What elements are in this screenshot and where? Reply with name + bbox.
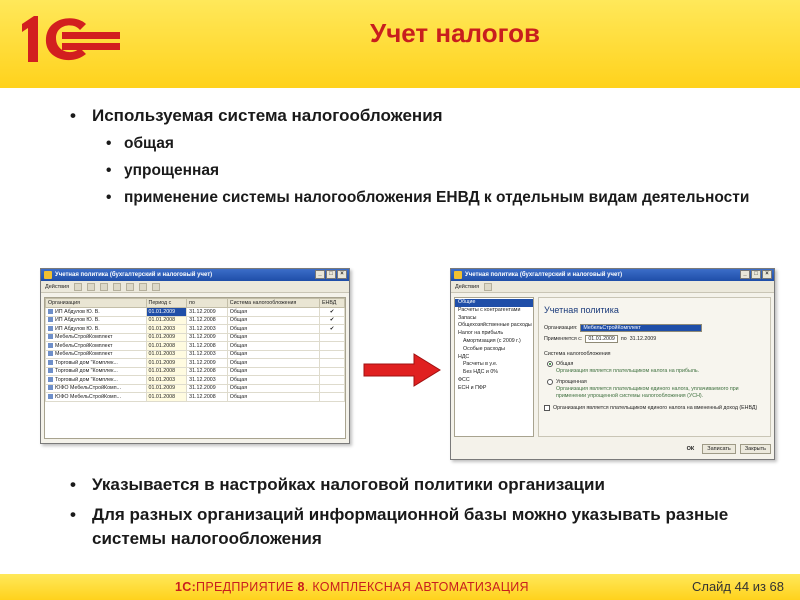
nav-item[interactable]: ФСС <box>458 376 470 383</box>
bullet-list-top <box>70 104 790 209</box>
note-simplified: Организация является плательщиком единого налога, уплачиваемого при применении упрощенной системы налогообложения (УСН). <box>556 386 739 399</box>
cell-envd: ✔ <box>320 316 345 325</box>
cell-envd: ✔ <box>320 325 345 334</box>
maximize-icon[interactable]: □ <box>326 270 336 279</box>
brand-mid: ПРЕДПРИЯТИЕ <box>196 580 298 594</box>
cell-org: МебельСтройКомплект <box>46 350 147 359</box>
record-icon <box>48 368 53 373</box>
window-controls <box>315 270 347 279</box>
table-row[interactable] <box>46 359 345 368</box>
record-icon <box>48 326 53 331</box>
window-app-icon <box>454 271 462 279</box>
cell-period-to: 31.12.2003 <box>187 350 228 359</box>
cell-period-to: 31.12.2009 <box>187 384 228 393</box>
envd-checkbox-row[interactable] <box>544 405 765 411</box>
actions-menu[interactable]: Действия <box>455 283 480 290</box>
cell-tax-system: Общая <box>227 308 319 317</box>
actions-menu[interactable]: Действия <box>45 283 70 290</box>
tax-section-label: Система налогообложения <box>544 351 611 357</box>
nav-item[interactable]: Расчеты в у.е. <box>463 361 498 368</box>
col-tax-system[interactable]: Система налогообложения <box>227 299 319 308</box>
bullet-main: • Используемая система налогообложения <box>70 104 790 128</box>
cell-org: МебельСтройКомплект <box>46 342 147 351</box>
table-row[interactable] <box>46 367 345 376</box>
radio-general[interactable] <box>547 361 553 367</box>
col-org[interactable]: Организация <box>46 299 147 308</box>
cell-envd <box>320 333 345 342</box>
record-icon <box>48 360 53 365</box>
cell-period-to: 31.12.2008 <box>187 342 228 351</box>
sub-bullet: • общая <box>106 133 790 155</box>
table-row[interactable] <box>46 350 345 359</box>
col-period-from[interactable]: Период с <box>146 299 187 308</box>
period-row <box>544 334 765 344</box>
cell-tax-system: Общая <box>227 359 319 368</box>
cell-org: МебельСтройКомплект <box>46 333 147 342</box>
table-row[interactable] <box>46 325 345 334</box>
org-field[interactable]: МебельСтройКомплект <box>580 324 702 332</box>
table-row[interactable] <box>46 376 345 385</box>
cell-period-to: 31.12.2009 <box>187 359 228 368</box>
radio-general-row[interactable] <box>547 360 765 368</box>
window-title: Учетная политика (бухгалтерский и налоговый учет) <box>55 272 213 278</box>
cell-envd <box>320 359 345 368</box>
cell-org: Торговый дом "Комплек... <box>46 376 147 385</box>
cell-period-to: 31.12.2009 <box>187 333 228 342</box>
record-icon <box>48 309 53 314</box>
cell-period-from: 01.01.2009 <box>146 308 187 317</box>
window-app-icon <box>44 271 52 279</box>
cell-period-to: 31.12.2003 <box>187 325 228 334</box>
toolbar <box>451 281 774 293</box>
cell-tax-system: Общая <box>227 367 319 376</box>
minimize-icon[interactable]: _ <box>315 270 325 279</box>
org-label: Организация: <box>544 325 578 331</box>
note-general: Организация является плательщиком налога на прибыль. <box>556 368 700 374</box>
nav-item[interactable]: НДС <box>458 353 470 360</box>
radio-simplified-label: Упрощенная <box>556 379 587 385</box>
cell-tax-system: Общая <box>227 316 319 325</box>
cell-envd <box>320 350 345 359</box>
help-icon[interactable] <box>152 283 160 291</box>
cell-period-from: 01.01.2003 <box>146 376 187 385</box>
cell-period-from: 01.01.2008 <box>146 342 187 351</box>
settings-panel <box>538 297 771 437</box>
cell-tax-system: Общая <box>227 325 319 334</box>
minimize-icon[interactable]: _ <box>740 270 750 279</box>
arrow-right-icon <box>362 350 442 390</box>
radio-simplified-row[interactable] <box>547 378 765 386</box>
window-title: Учетная политика (бухгалтерский и налоговый учет) <box>465 272 623 278</box>
table-row[interactable] <box>46 316 345 325</box>
date-from-field[interactable]: 01.01.2009 <box>585 335 618 343</box>
footer-brand <box>175 580 529 594</box>
cell-period-from: 01.01.2009 <box>146 333 187 342</box>
close-icon[interactable]: × <box>337 270 347 279</box>
col-period-to[interactable]: по <box>187 299 228 308</box>
cell-tax-system: Общая <box>227 350 319 359</box>
date-to-value: 31.12.2009 <box>629 336 657 342</box>
cell-tax-system: Общая <box>227 376 319 385</box>
sub-bullet: • применение системы налогообложения ЕНВД к отдельным видам деятельности <box>106 187 790 209</box>
brand-suffix: . КОМПЛЕКСНАЯ АВТОМАТИЗАЦИЯ <box>304 580 529 594</box>
window-controls <box>740 270 772 279</box>
bullet-list-bottom <box>70 473 790 557</box>
footer-band <box>0 574 800 600</box>
right-screenshot-window <box>450 268 775 460</box>
record-icon <box>48 343 53 348</box>
cell-period-to: 31.12.2009 <box>187 308 228 317</box>
panel-heading: Учетная политика <box>544 305 619 315</box>
ok-button[interactable]: ОК <box>686 445 695 452</box>
cell-envd <box>320 367 345 376</box>
record-icon <box>48 377 53 382</box>
nav-item[interactable]: Расчеты с контрагентами <box>458 306 521 313</box>
record-icon <box>48 334 53 339</box>
cell-org: ИП Абдулов Ю. В. <box>46 325 147 334</box>
cell-tax-system: Общая <box>227 384 319 393</box>
nav-item[interactable]: Особые расходы <box>463 345 505 352</box>
cell-org: ЮФО МебельСтройКомп... <box>46 393 147 402</box>
close-icon[interactable]: × <box>762 270 772 279</box>
envd-checkbox[interactable] <box>544 405 550 411</box>
radio-simplified[interactable] <box>547 379 553 385</box>
nav-item[interactable]: Общие <box>455 299 533 307</box>
table-header-row <box>46 299 345 308</box>
sub-bullet: • упрощенная <box>106 160 790 182</box>
table-row[interactable] <box>46 384 345 393</box>
record-icon <box>48 394 53 399</box>
cell-tax-system: Общая <box>227 333 319 342</box>
nav-item[interactable]: ЕСН и ПФР <box>458 384 487 391</box>
filter-icon[interactable] <box>126 283 134 291</box>
cell-period-to: 31.12.2003 <box>187 376 228 385</box>
table-row[interactable] <box>46 393 345 402</box>
cell-org: Торговый дом "Комплек... <box>46 367 147 376</box>
applied-from-label: Применяется с: <box>544 336 583 342</box>
cell-envd <box>320 342 345 351</box>
cell-envd <box>320 393 345 402</box>
table-row[interactable] <box>46 308 345 317</box>
cell-period-from: 01.01.2003 <box>146 350 187 359</box>
cell-envd <box>320 384 345 393</box>
brand-version: 8 <box>297 580 305 594</box>
maximize-icon[interactable]: □ <box>751 270 761 279</box>
nav-item[interactable]: Без НДС и 0% <box>463 369 499 376</box>
nav-item[interactable]: Налог на прибыль <box>458 330 504 337</box>
cell-org: ИП Абдулов Ю. В. <box>46 316 147 325</box>
cell-tax-system: Общая <box>227 342 319 351</box>
cell-org: ЮФО МебельСтройКомп... <box>46 384 147 393</box>
cell-period-to: 31.12.2008 <box>187 393 228 402</box>
copy-icon[interactable] <box>87 283 95 291</box>
envd-checkbox-label: Организация является плательщиком единого налога на вмененный доход (ЕНВД) <box>553 405 758 411</box>
col-envd[interactable]: ЕНВД <box>320 299 345 308</box>
record-icon <box>48 385 53 390</box>
nav-item[interactable]: Амортизация (с 2009 г.) <box>463 337 521 344</box>
brand-prefix: 1С: <box>175 580 197 594</box>
cell-org: Торговый дом "Комплек... <box>46 359 147 368</box>
date-to-label: по <box>620 336 627 342</box>
cell-period-to: 31.12.2008 <box>187 316 228 325</box>
cell-envd: ✔ <box>320 308 345 317</box>
cell-period-from: 01.01.2008 <box>146 316 187 325</box>
help-icon[interactable] <box>484 283 492 291</box>
cell-period-from: 01.01.2008 <box>146 367 187 376</box>
org-field-row <box>544 323 765 333</box>
window-title-bar <box>41 269 349 281</box>
close-button[interactable]: Закрыть <box>740 444 771 454</box>
edit-icon[interactable] <box>100 283 108 291</box>
nav-item[interactable]: Запасы <box>458 314 477 321</box>
left-screenshot-window <box>40 268 350 444</box>
cell-tax-system: Общая <box>227 393 319 402</box>
cell-period-from: 01.01.2003 <box>146 325 187 334</box>
settings-nav-tree <box>454 297 534 437</box>
cell-period-from: 01.01.2009 <box>146 359 187 368</box>
policy-table <box>44 297 346 439</box>
add-icon[interactable] <box>74 283 82 291</box>
bullet-item: • Для разных организаций информационной базы можно указывать разные системы налогообложения <box>70 503 790 551</box>
slide-title: Учет налогов <box>370 18 540 48</box>
nav-item[interactable]: Общехозяйственные расходы <box>458 322 532 329</box>
delete-icon[interactable] <box>113 283 121 291</box>
sort-icon[interactable] <box>139 283 147 291</box>
bullet-item: • Указывается в настройках налоговой политики организации <box>70 473 790 497</box>
window-title-bar <box>451 269 774 281</box>
cell-org: ИП Абдулов Ю. В. <box>46 308 147 317</box>
toolbar <box>41 281 349 293</box>
slide-counter: Слайд 44 из 68 <box>691 579 784 594</box>
table-row[interactable] <box>46 333 345 342</box>
record-icon <box>48 317 53 322</box>
cell-period-from: 01.01.2009 <box>146 384 187 393</box>
record-icon <box>48 351 53 356</box>
radio-general-label: Общая <box>556 361 574 367</box>
table-row[interactable] <box>46 342 345 351</box>
cell-period-to: 31.12.2008 <box>187 367 228 376</box>
header-band <box>0 0 800 88</box>
save-button[interactable]: Записать <box>702 444 736 454</box>
cell-envd <box>320 376 345 385</box>
dialog-buttons <box>454 441 771 456</box>
cell-period-from: 01.01.2008 <box>146 393 187 402</box>
